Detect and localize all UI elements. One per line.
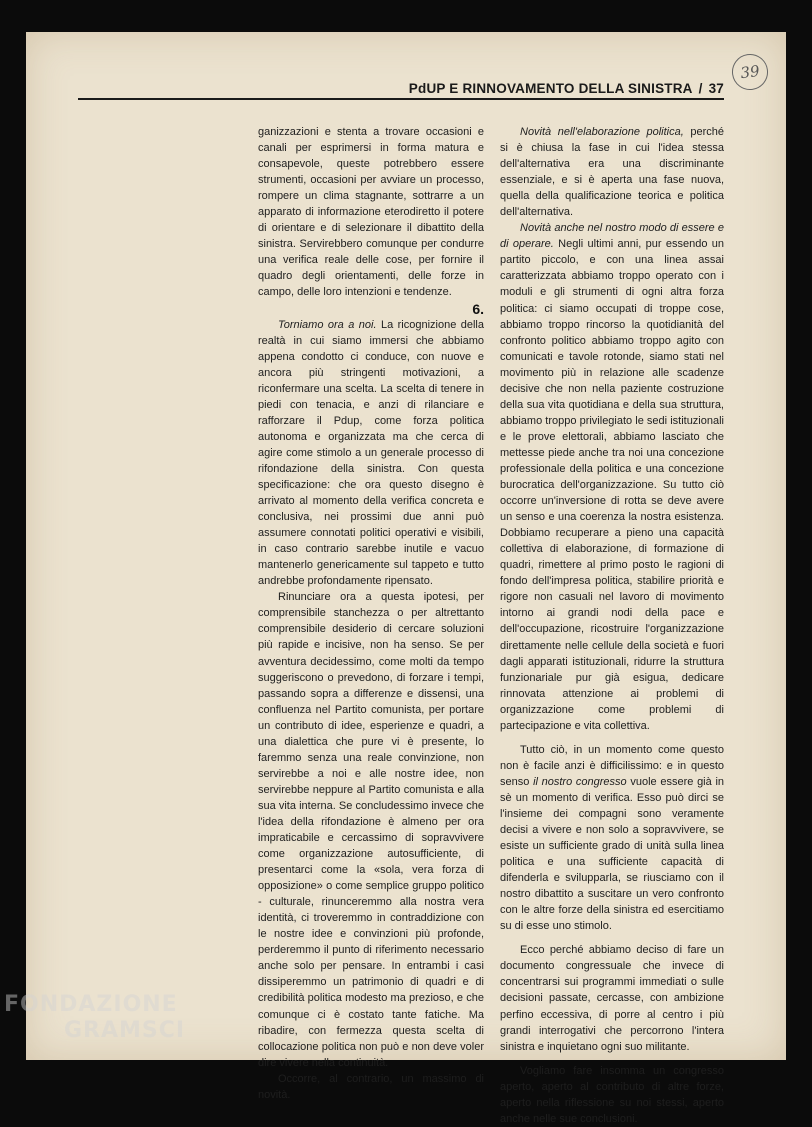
paragraph: Vogliamo fare insomma un congresso aperto, aperto al contributo di altre forze, aperto nella riflessione su noi stessi, aperto anche nelle sue conclusioni. [500, 1064, 724, 1125]
paragraph: Novità nell'elaborazione politica, perché si è chiusa la fase in cui l'idea stessa dell'alternativa era una discriminante essenziale, e si è aperta una fase nuova, quella della qualificazione teorica e politica dell'alternativa. [500, 126, 724, 219]
archive-watermark [4, 992, 185, 1044]
paragraph-lead-italic: Novità anche nel nostro modo di essere e di operare. [500, 222, 724, 251]
paragraph: Torniamo ora a noi. La ricognizione della realtà in cui siamo immersi che abbiamo appena condotto ci conduce, con nuove e ancora più stringenti motivazioni, a riconfermare una scelta. La scelta di tenere in piedi con tenacia, e anzi di rilanciare e rafforzare il Pdup, come forza politica autonoma e organizzata ma che cerca di agire come stimolo a un generale processo di rifondazione della sinistra. Con questa specificazione: che ora questo disegno è arrivato al momento della verifica concreta e conclusiva, nei prossimi due anni può assumere connotati politici operativi e visibili, in caso contrario sarebbe inutile e vacuo mantenerlo genericamente sul tappeto e tutto andrebbe profondamente ripensato. [258, 318, 484, 588]
header-title: PdUP E RINNOVAMENTO DELLA SINISTRA [408, 81, 693, 96]
handwritten-page-mark: 39 [730, 52, 771, 93]
paragraph: Tutto ciò, in un momento come questo non è facile anzi è difficilissimo: e in questo senso il nostro congresso vuole essere già in sè un momento di verifica. Esso può dirci se l'insieme dei compagni sono veramente decisi a vivere e non solo a sopravvivere, se esiste un sufficiente grado di unità sulla linea politica e una sufficiente capacità di difenderla e svilupparla, se riusciamo con il nostro dibattito a suscitare un vero confronto con le altre forze della sinistra ed esercitiamo su di esse uno stimolo. [500, 743, 725, 933]
paragraph: Novità anche nel nostro modo di essere e di operare. Negli ultimi anni, pur essendo un partito piccolo, e con una linea assai caratterizzata abbiamo troppo operato con i moduli e gli strumenti di ogni altra forza politica: ci siamo occupati di troppe cose, abbiamo troppo rincorso la quotidianità del confronto politico abbiamo troppo agito con comunicati e tavole rotonde, siamo stati nel movimento più in relazione alle scadenze decisive che non nella paziente costruzione della sua vita quotidiana e della sua struttura, abbiamo troppo privilegiato le sedi istituzionali e le prove elettorali, abbiamo lasciato che mettesse piede anche tra noi una concezione professionale della politica e una concezione burocratica dell'organizzazione. Su tutto ciò occorre un'inversione di rotta se deve avere un senso e una coerenza la nostra esistenza. Dobbiamo recuperare a pieno una capacità collettiva di elaborazione, di formazione di quadri, rimettere al primo posto le ragioni di fondo dell'impresa politica, stabilire priorità e rigore non casuali nel lavoro di movimento intorno ai grandi nodi della pace e dell'occupazione, ricostruire l'organizzazione direttamente nelle cellule della società e fuori dagli apparati istituzionali, ridurre la struttura funzionariale pur già esigua, dedicare rinnovata attenzione ai problemi di organizzazione come problemi di partecipazione e vita collettiva. [500, 222, 724, 732]
header-separator: / [698, 81, 703, 96]
paragraph: Rinunciare ora a questa ipotesi, per comprensibile stanchezza o per altrettanto comprensibile desiderio di cercare soluzioni più rapide e incisive, non ha senso. Se per avventura decidessimo, come molti da tempo suggeriscono o prevedono, di forzare i tempi, passando sopra a differenze e dissensi, una confluenza nel Partito comunista, per portare un contributo di idee, esperienze e quadri, a una dialettica che pure vi è presente, lo faremmo senza una reale convinzione, non servirebbe a noi e alle nostre idee, non servirebbe neppure al Partito comunista e alla sua vita interna. Se concludessimo invece che l'idea della rifondazione è almeno per ora impraticabile e cercassimo di sopravvivere come organizzazione autosufficiente, di presentarci come la «sola, vera forza di opposizione» o come semplice gruppo politico - culturale, rinunceremmo alla nostra vera identità, ci troveremmo in contraddizione con le nostre idee e convinzioni più profonde, perderemmo il punto di riferimento necessario anche solo per pensare. In entrambi i casi dissiperemmo un patrimonio di quadri e di credibilità politica modesto ma prezioso, e che comunque ci è costato tante fatiche. Ma ribadire, con fermezza questa scelta di collocazione politica non può e non deve voler dire vivere nella continuità. [258, 591, 484, 1069]
paragraph: Occorre, al contrario, un massimo di novità. [258, 1072, 484, 1101]
paragraph-lead-italic: Novità nell'elaborazione politica, [520, 126, 684, 138]
paragraph: Ecco perché abbiamo deciso di fare un documento congressuale che invece di concentrarsi sui programmi immediati o sulle decisioni passate, cercasse, con ambizione perfino eccessiva, di porre al centro i più grandi interrogativi che percorrono l'intera sinistra e inquietano ogni suo militante. [500, 944, 724, 1053]
paragraph-lead-italic: Torniamo ora a noi. [278, 318, 377, 331]
running-header [78, 72, 724, 96]
watermark-line-2: GRAMSCI [64, 1018, 186, 1043]
section-number: 6. [472, 300, 484, 317]
page-number: 37 [708, 81, 724, 96]
right-column [500, 124, 724, 1127]
header-rule [78, 98, 724, 100]
paragraph: ganizzazioni e stenta a trovare occasioni e canali per esprimersi in forma matura e consapevole, queste potrebbero essere strumenti, occasioni per avviare un processo, rompere un clima stagnante, sottrarre a un apparato di informazione eterodiretto il potere di orientare e di selezionare il dibattito della sinistra. Servirebbero comunque per condurre una verifica reale delle cose, per fornire il quadro degli orientamenti, delle forze in campo, delle loro intenzioni e tendenze. [258, 126, 484, 299]
inline-italic: il nostro congresso [533, 775, 627, 788]
left-column [258, 124, 484, 1103]
watermark-line-1: FONDAZIONE [4, 992, 178, 1017]
